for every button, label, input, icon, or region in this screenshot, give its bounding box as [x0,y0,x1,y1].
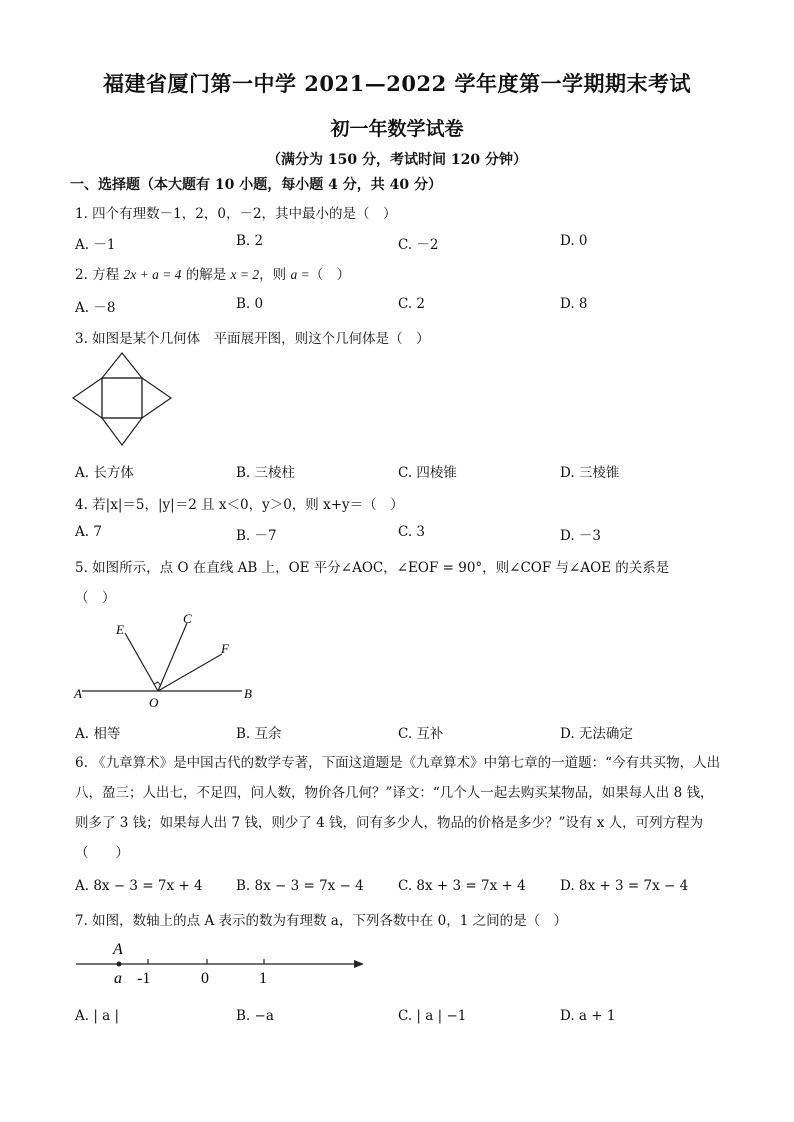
question-5-stem: 5. 如图所示，点 O 在直线 AB 上，OE 平分∠AOC，∠EOF = 90°，则∠COF 与∠AOE 的关系是 [75,560,670,576]
q1-option-a: A. －1 [75,237,116,253]
question-6-stem: 6. 《九章算术》是中国古代的数学专著，下面这道题是《九章算术》中第七章的一道题：“今有共买物，人出八，盈三；人出七，不足四，问人数，物价各几何？”译文：“几个人一起去购买某物品，如果每人出 8 钱，则多了 3 钱；如果每人出 7 钱，则少了 4 钱，问有多少人，物品的价格是多少？”设有 x 人，可列方程为（ ） [75,755,721,861]
label-o: O [149,695,159,710]
label-point-a: A [113,941,123,958]
q7-option-b: B. −a [236,1008,274,1024]
exam-title: 福建省厦门第一中学 2021—2022 学年度第一学期期末考试 [102,71,691,96]
q7-option-d: D. a + 1 [560,1008,616,1024]
label-f: F [221,641,229,656]
q4-option-d: D. －3 [560,528,602,544]
q6-option-b: B. 8x − 3 = 7x − 4 [236,878,364,894]
question-4-stem: 4. 若|x|＝5，|y|＝2 且 x＜0，y＞0，则 x+y＝（ ） [75,497,404,513]
q2-option-a: A. －8 [75,300,116,316]
question-7-stem: 7. 如图，数轴上的点 A 表示的数为有理数 a，下列各数中在 0，1 之间的是（ ） [75,913,568,929]
q4-option-a: A. 7 [75,524,102,540]
q2-equation: 2x + a = 4 [123,267,182,282]
question-3-stem: 3. 如图是某个几何体 平面展开图，则这个几何体是（ ） [75,331,430,347]
q7-option-a: A. | a | [75,1008,120,1024]
angle-figure [70,608,270,713]
q5-option-c: C. 互补 [398,726,444,742]
label-e: E [116,622,124,637]
q3-option-b: B. 三棱柱 [236,465,296,481]
q3-option-a: A. 长方体 [75,465,134,481]
q2-ask: a = [290,267,310,282]
number-line-figure [70,932,370,992]
q3-option-d: D. 三棱锥 [560,465,620,481]
exam-note: （满分为 150 分，考试时间 120 分钟） [267,152,527,168]
q2-option-c: C. 2 [398,296,426,312]
q4-option-b: B. －7 [236,528,277,544]
q2-suffix: （ ） [309,267,351,283]
q5-option-a: A. 相等 [75,726,121,742]
label-a-value: a [114,970,122,987]
exam-subtitle: 初一年数学试卷 [330,118,464,140]
q2-prefix: 2. 方程 [75,267,124,283]
question-1-stem: 1. 四个有理数－1，2，0，－2，其中最小的是（ ） [75,206,397,222]
q1-option-c: C. －2 [398,237,439,253]
q2-option-b: B. 0 [236,296,264,312]
q2-solution: x = 2 [230,267,260,282]
q4-option-c: C. 3 [398,524,426,540]
q5-option-d: D. 无法确定 [560,726,633,742]
q2-option-d: D. 8 [560,296,588,312]
label-zero: 0 [201,970,209,987]
q2-mid: 的解是 [181,267,231,283]
label-one: 1 [259,970,267,987]
label-minus-one: -1 [137,970,151,987]
q6-option-d: D. 8x + 3 = 7x − 4 [560,878,689,894]
label-b: B [244,686,252,701]
label-a: A [74,686,82,701]
question-2-stem [75,263,350,283]
pyramid-net-figure [70,350,175,450]
q1-option-b: B. 2 [236,233,264,249]
q7-option-c: C. | a | −1 [398,1008,467,1024]
label-c: C [183,611,192,626]
q3-option-c: C. 四棱锥 [398,465,457,481]
q5-option-b: B. 互余 [236,726,282,742]
q2-mid2: ，则 [259,267,291,283]
question-5-paren: （ ） [75,590,116,606]
q6-option-c: C. 8x + 3 = 7x + 4 [398,878,526,894]
section-title: 一、选择题（本大题有 10 小题，每小题 4 分，共 40 分） [70,177,442,193]
q6-option-a: A. 8x − 3 = 7x + 4 [75,878,203,894]
q1-option-d: D. 0 [560,233,588,249]
